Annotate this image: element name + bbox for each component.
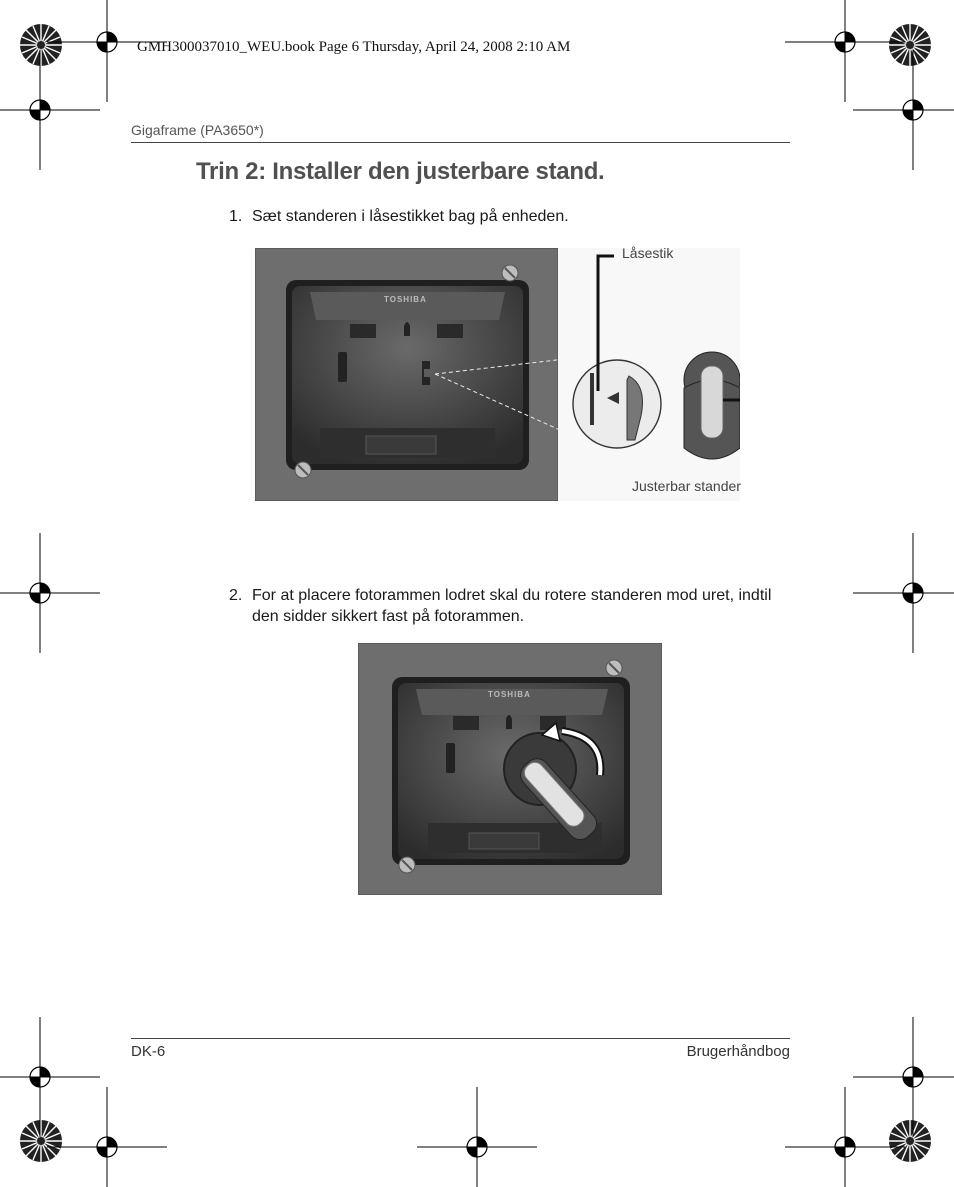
- figure-insert-stand: [255, 248, 740, 501]
- figure1-brand-label: TOSHIBA: [384, 295, 427, 304]
- book-title: Brugerhåndbog: [686, 1043, 790, 1060]
- section-title: Trin 2: Installer den justerbare stand.: [196, 158, 605, 185]
- header-rule: [131, 142, 790, 143]
- page-number: DK-6: [131, 1043, 166, 1060]
- step-2-text: For at placere fotorammen lodret skal du rotere standeren mod uret, indtil den sidder sikkert fast på fotorammen.: [252, 587, 772, 625]
- callout-adjustable-stand: Justerbar stander: [632, 478, 741, 494]
- figure-rotate-stand: [358, 643, 662, 895]
- footer-rule: [131, 1038, 790, 1039]
- running-header: Gigaframe (PA3650*): [131, 122, 264, 138]
- figure2-brand-label: TOSHIBA: [488, 690, 531, 699]
- print-slug: GMH300037010_WEU.book Page 6 Thursday, April 24, 2008 2:10 AM: [137, 39, 571, 55]
- callout-lock-socket: Låsestik: [622, 245, 674, 261]
- step-2-number: 2.: [229, 587, 243, 604]
- step-1-text: Sæt standeren i låsestikket bag på enheden.: [252, 208, 569, 225]
- step-1-number: 1.: [229, 208, 243, 225]
